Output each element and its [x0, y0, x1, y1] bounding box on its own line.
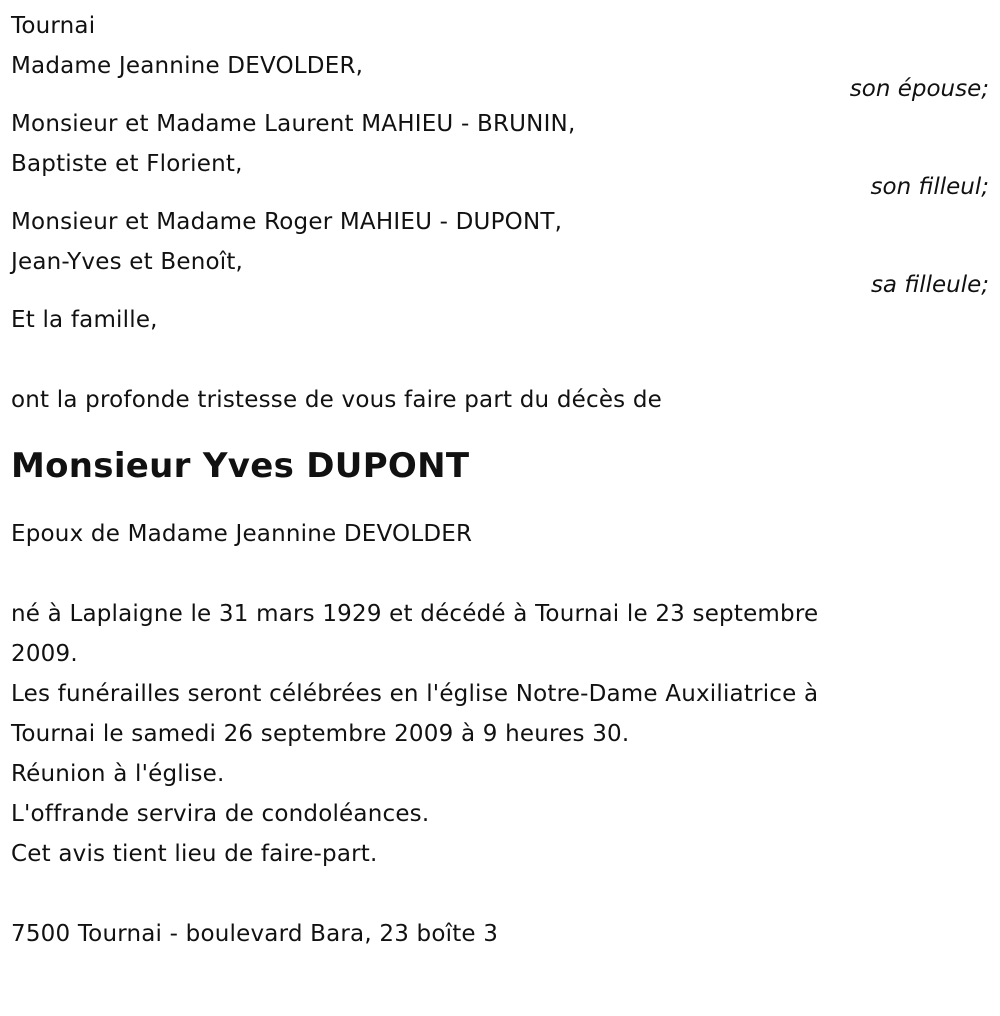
birth-death-line: né à Laplaigne le 31 mars 1929 et décédé à Tournai le 23 septembre — [11, 601, 819, 627]
relation-label: son filleul; — [870, 174, 989, 200]
meeting-line: Réunion à l'église. — [11, 761, 225, 787]
funeral-line: Tournai le samedi 26 septembre 2009 à 9 heures 30. — [11, 721, 630, 747]
spacer — [11, 554, 990, 594]
family-member-line: Madame Jeannine DEVOLDER, — [11, 53, 364, 79]
deceased-name: Monsieur Yves DUPONT — [11, 446, 470, 486]
family-member-line: Jean-Yves et Benoît, — [11, 249, 244, 275]
birth-death-line: 2009. — [11, 641, 78, 667]
family-member-line: Monsieur et Madame Laurent MAHIEU - BRUNIN, — [11, 111, 576, 137]
relation-label: sa filleule; — [870, 272, 989, 298]
spacer — [11, 340, 990, 380]
relation-label: son épouse; — [849, 76, 989, 102]
offering-line: L'offrande servira de condoléances. — [11, 801, 430, 827]
family-group-godson — [11, 104, 990, 198]
family-group-goddaughter — [11, 202, 990, 296]
funeral-line: Les funérailles seront célébrées en l'église Notre-Dame Auxiliatrice à — [11, 681, 819, 707]
announcement-text: ont la profonde tristesse de vous faire part du décès de — [11, 387, 663, 413]
city-heading: Tournai — [11, 13, 96, 39]
notice-line: Cet avis tient lieu de faire-part. — [11, 841, 378, 867]
family-group-spouse — [11, 46, 990, 100]
family-member-line: Monsieur et Madame Roger MAHIEU - DUPONT, — [11, 209, 563, 235]
spacer — [11, 874, 990, 914]
address-line: 7500 Tournai - boulevard Bara, 23 boîte 3 — [11, 921, 499, 947]
spouse-line: Epoux de Madame Jeannine DEVOLDER — [11, 521, 473, 547]
family-member-line: Baptiste et Florient, — [11, 151, 243, 177]
family-closing: Et la famille, — [11, 307, 158, 333]
